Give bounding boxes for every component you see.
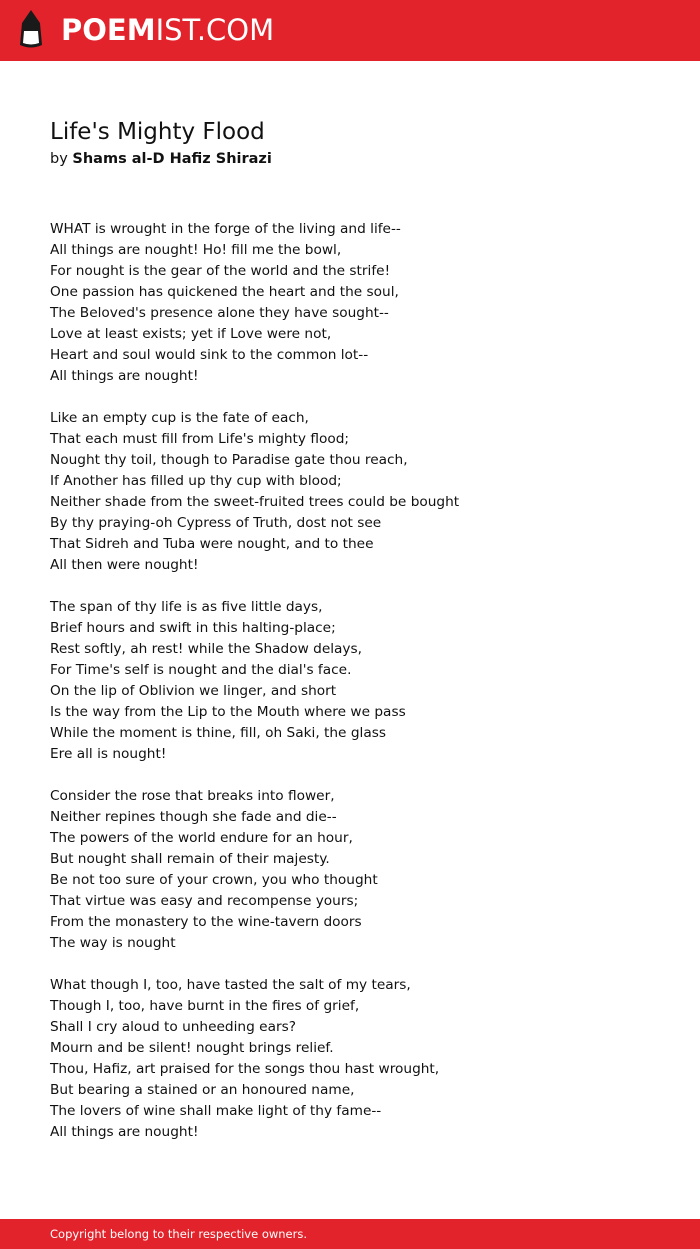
poem-line: All things are nought! [50,1124,199,1140]
stanza [50,597,670,765]
poem-line: Ere all is nought! [50,746,167,762]
poem-line: For Time's self is nought and the dial's face. [50,662,352,678]
poem-line: Thou, Hafiz, art praised for the songs thou hast wrought, [50,1061,440,1077]
poem-line: The Beloved's presence alone they have sought-- [50,305,389,321]
poem-line: But nought shall remain of their majesty. [50,851,330,867]
poem-line: By thy praying-oh Cypress of Truth, dost not see [50,515,382,531]
poem-line: WHAT is wrought in the forge of the living and life-- [50,221,401,237]
poem-line: If Another has filled up thy cup with blood; [50,473,342,489]
poem-line: Shall I cry aloud to unheeding ears? [50,1019,296,1035]
poem-line: That each must fill from Life's mighty flood; [50,431,350,447]
poem-line: The span of thy life is as five little days, [50,599,323,615]
poem-line: On the lip of Oblivion we linger, and short [50,683,337,699]
poem-line: Is the way from the Lip to the Mouth where we pass [50,704,406,720]
poem-line: The lovers of wine shall make light of thy fame-- [50,1103,382,1119]
poem-line: From the monastery to the wine-tavern doors [50,914,362,930]
poem-line: For nought is the gear of the world and the strife! [50,263,391,279]
stanza [50,786,670,954]
site-footer [0,1219,700,1249]
poem-line: The powers of the world endure for an hour, [50,830,353,846]
poem-line: One passion has quickened the heart and the soul, [50,284,399,300]
poem-line: Brief hours and swift in this halting-place; [50,620,336,636]
poem-body [50,219,670,1164]
poem-line: Neither repines though she fade and die-- [50,809,337,825]
pencil-logo-icon[interactable] [18,9,44,51]
poem-line: All things are nought! Ho! fill me the bowl, [50,242,342,258]
stanza [50,975,670,1143]
poem-line: But bearing a stained or an honoured name, [50,1082,355,1098]
poem-line: While the moment is thine, fill, oh Saki, the glass [50,725,386,741]
poem-line: Though I, too, have burnt in the fires of grief, [50,998,360,1014]
stanza [50,408,670,576]
poem-line: Rest softly, ah rest! while the Shadow delays, [50,641,363,657]
poem-line: Love at least exists; yet if Love were not, [50,326,332,342]
poem-line: That virtue was easy and recompense yours; [50,893,359,909]
poem-line: Neither shade from the sweet-fruited trees could be bought [50,494,460,510]
site-logo[interactable] [61,12,274,48]
poem-line: Heart and soul would sink to the common lot-- [50,347,369,363]
poem-line: What though I, too, have tasted the salt of my tears, [50,977,411,993]
site-header [0,0,700,61]
poem-line: Mourn and be silent! nought brings relief. [50,1040,334,1056]
by-label: by [50,151,68,167]
poem-line: Be not too sure of your crown, you who thought [50,872,378,888]
stanza [50,219,670,387]
poem-title: Life's Mighty Flood [50,119,265,145]
byline [50,149,272,169]
logo-bold-text: POEM [61,13,156,47]
poem-line: The way is nought [50,935,176,951]
copyright-text: Copyright belong to their respective owners. [50,1227,308,1241]
poem-line: All then were nought! [50,557,199,573]
author-name: Shams al-D Hafiz Shirazi [72,151,272,167]
poem-line: Nought thy toil, though to Paradise gate thou reach, [50,452,408,468]
poem-line: Like an empty cup is the fate of each, [50,410,309,426]
poem-line: That Sidreh and Tuba were nought, and to thee [50,536,374,552]
poem-line: Consider the rose that breaks into flower, [50,788,335,804]
logo-light-text: IST.COM [155,13,275,47]
poem-line: All things are nought! [50,368,199,384]
